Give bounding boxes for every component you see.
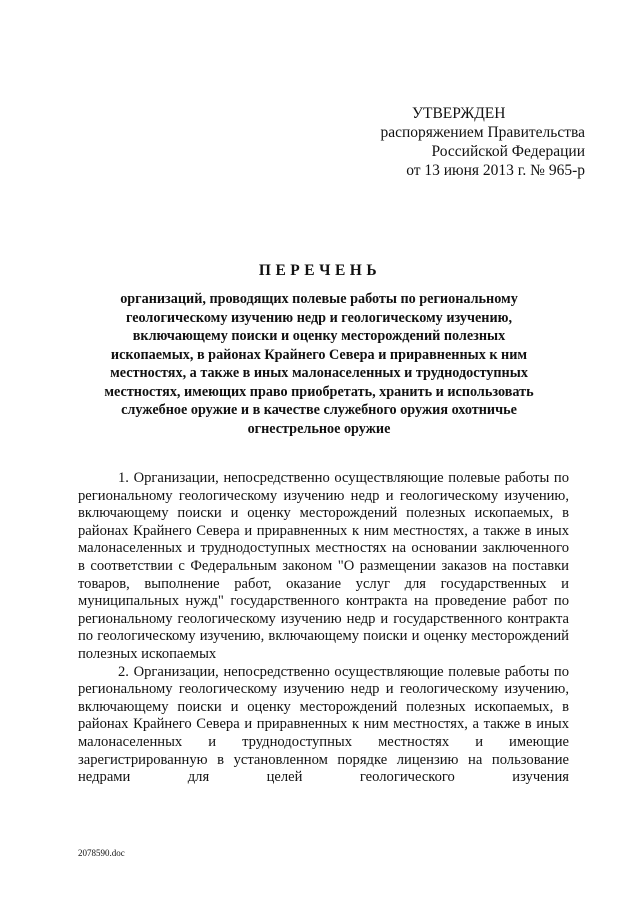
approval-line-3: от 13 июня 2013 г. № 965-р (406, 162, 585, 179)
footer-filename: 2078590.doc (78, 848, 125, 858)
approval-stamp (300, 104, 585, 180)
approval-line-2: Российской Федерации (431, 143, 585, 160)
paragraph-2: 2. Организации, непосредственно осуществляющие полевые работы по региональному геологическому изучению недр и геологическому изучению, включающему поиски и оценку месторождений полезных ископаемых, в районах Крайнего Севера и приравненных к ним местностях, а также в иных малонаселенных и труднодоступных местностях и имеющие зарегистрированную в установленном порядке лицензию на пользование недрами для целей геологического изучения (78, 663, 569, 786)
document-body (78, 470, 569, 787)
approval-line-1: распоряжением Правительства (380, 124, 585, 141)
approval-heading: УТВЕРЖДЕН (412, 105, 506, 122)
document-subtitle: организаций, проводящих полевые работы по региональному геологическому изучению недр и геологическому изучению, включающему поиски и оценку месторождений полезных ископаемых, в районах Крайнего Севера и приравненных к ним местностях, а также в иных малонаселенных и труднодоступных местностях, имеющих право приобретать, хранить и использовать служебное оружие и в качестве служебного оружия охотничье огнестрельное оружие (104, 291, 534, 437)
document-title: ПЕРЕЧЕНЬ (258, 262, 382, 279)
paragraph-1: 1. Организации, непосредственно осуществляющие полевые работы по региональному геологическому изучению недр и геологическому изучению, включающему поиски и оценку месторождений полезных ископаемых, в районах Крайнего Севера и приравненных к ним местностях, а также в иных малонаселенных и труднодоступных местностях на основании заключенного в соответствии с Федеральным законом "О размещении заказов на поставки товаров, выполнение работ, оказание услуг для государственных и муниципальных нужд" государственного контракта на проведение работ по региональному геологическому изучению недр и государственного контракта по геологическому изучению, включающему поиски и оценку месторождений полезных ископаемых (78, 470, 569, 662)
